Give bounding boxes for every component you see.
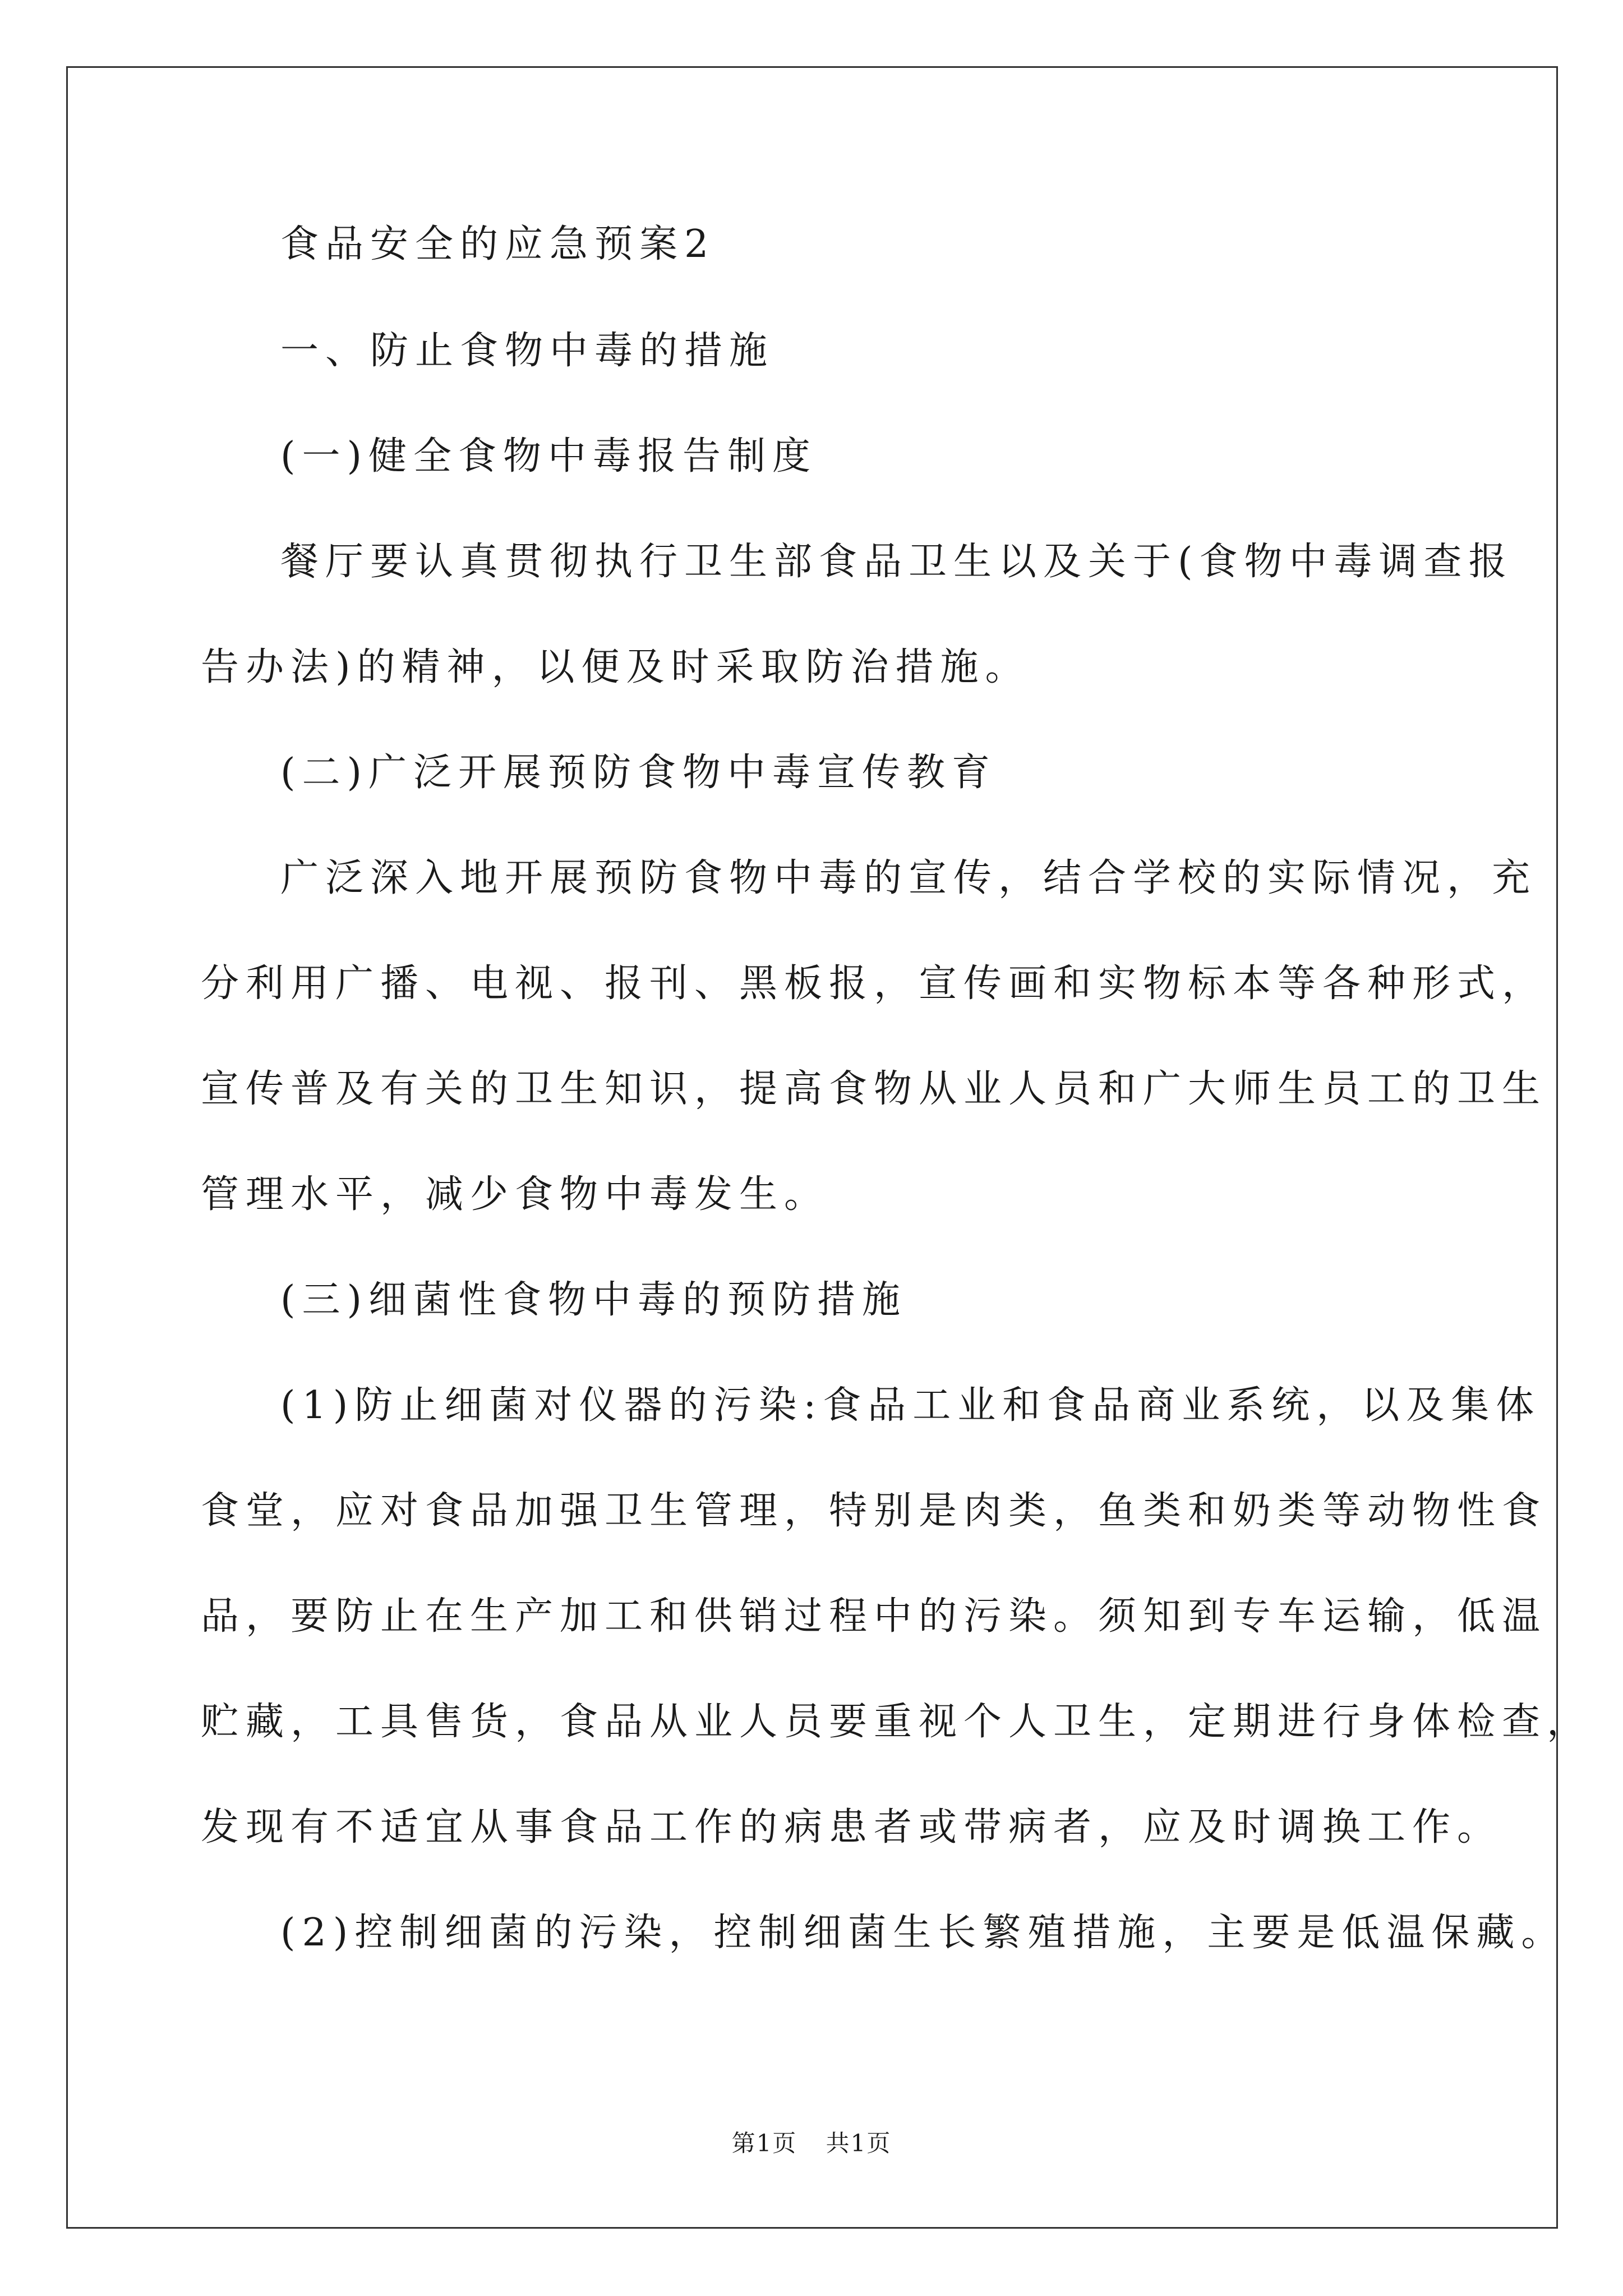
paragraph-line: 发现有不适宜从事食品工作的病患者或带病者，应及时调换工作。 (201, 1805, 1502, 1849)
paragraph-line: 告办法)的精神，以便及时采取防治措施。 (201, 645, 1030, 689)
paragraph-line: 食堂，应对食品加强卫生管理，特别是肉类，鱼类和奶类等动物性食 (201, 1489, 1547, 1533)
subsection-heading: (二)广泛开展预防食物中毒宣传教育 (280, 751, 997, 795)
section-heading: 一、防止食物中毒的措施 (280, 329, 774, 373)
subsection-heading: (三)细菌性食物中毒的预防措施 (280, 1278, 907, 1322)
page-number-current: 第1页 (731, 2129, 797, 2157)
subsection-heading: (一)健全食物中毒报告制度 (280, 434, 818, 478)
paragraph-line: 管理水平，减少食物中毒发生。 (201, 1172, 829, 1217)
paragraph-line: 分利用广播、电视、报刊、黑板报，宣传画和实物标本等各种形式， (201, 961, 1547, 1006)
page-footer (0, 2125, 1623, 2159)
paragraph-line: (2)控制细菌的污染，控制细菌生长繁殖措施，主要是低温保藏。 (280, 1911, 1566, 1955)
paragraph-line: 品，要防止在生产加工和供销过程中的污染。须知到专车运输，低温 (201, 1594, 1547, 1639)
document-title: 食品安全的应急预案2 (280, 222, 716, 266)
page-number-total: 共1页 (826, 2129, 892, 2157)
paragraph-line: 贮藏，工具售货，食品从业人员要重视个人卫生，定期进行身体检查， (201, 1700, 1592, 1744)
paragraph-line: 广泛深入地开展预防食物中毒的宣传，结合学校的实际情况，充 (280, 856, 1537, 900)
paragraph-line: (1)防止细菌对仪器的污染:食品工业和食品商业系统，以及集体 (280, 1383, 1541, 1428)
page-border (66, 66, 1558, 2229)
paragraph-line: 餐厅要认真贯彻执行卫生部食品卫生以及关于(食物中毒调查报 (280, 540, 1514, 584)
paragraph-line: 宣传普及有关的卫生知识，提高食物从业人员和广大师生员工的卫生 (201, 1067, 1547, 1111)
